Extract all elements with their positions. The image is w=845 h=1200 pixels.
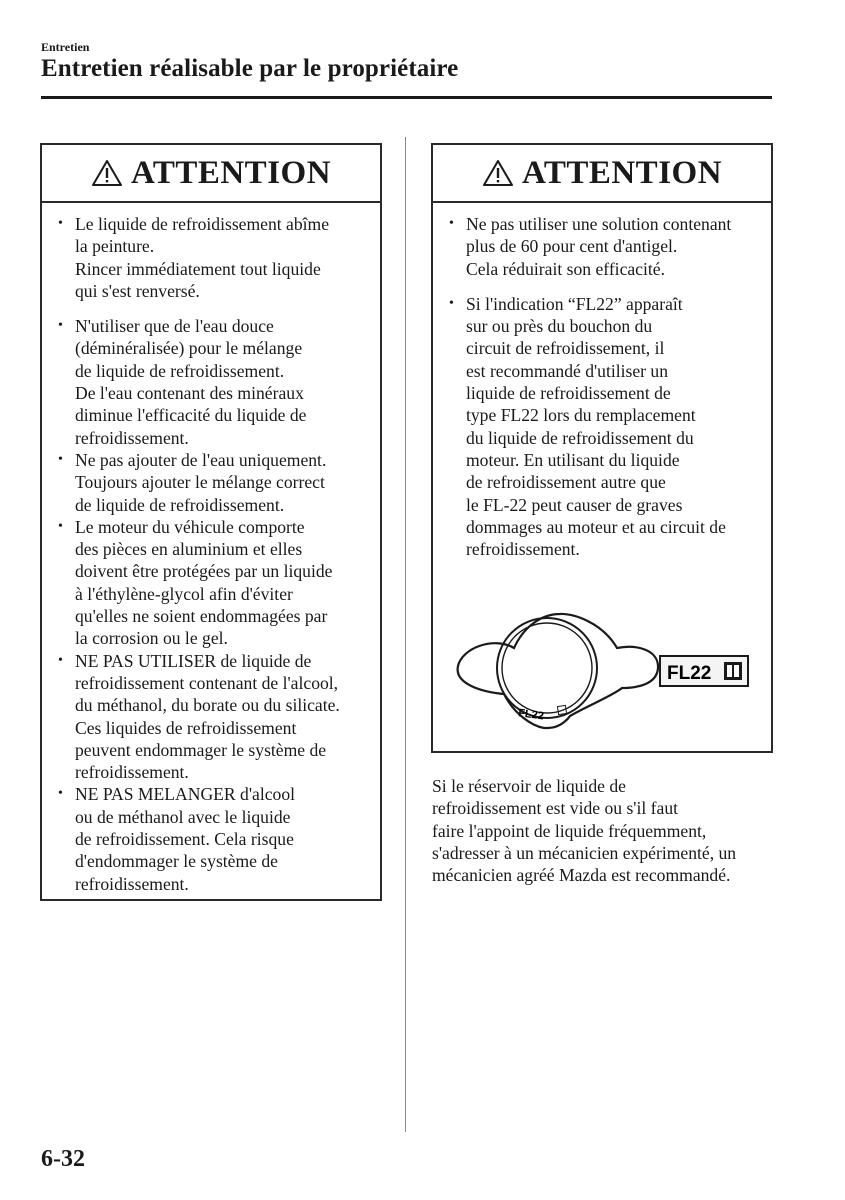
warning-title: ATTENTION [130,154,332,191]
text-line: plus de 60 pour cent d'antigel. [466,236,678,257]
text-line: refroidissement. [466,539,580,560]
warning-list [42,203,380,895]
warning-header [42,145,380,203]
text-line: refroidissement contenant de l'alcool, [75,672,339,693]
warning-item [433,293,771,561]
text-line: diminue l'efficacité du liquide de [75,405,307,426]
text-line: moteur. En utilisant du liquide [466,449,680,470]
text-line: du liquide de refroidissement du [466,427,694,448]
text-line: qui s'est renversé. [75,280,200,301]
text-line: • N'utiliser que de l'eau douce [75,316,274,337]
warning-item [433,213,771,280]
text-line: Cela réduirait son efficacité. [466,258,665,279]
cap-inner-ring [502,623,592,713]
warning-item [42,315,380,449]
warning-item [42,213,380,302]
text-line: le FL-22 peut causer de graves [466,494,683,515]
text-line: • Le moteur du véhicule comporte [75,516,305,537]
text-line: Ces liquides de refroidissement [75,717,297,738]
text-line: sur ou près du bouchon du [466,316,653,337]
text-line: • Ne pas ajouter de l'eau uniquement. [75,449,327,470]
radiator-cap-illustration [452,608,752,733]
text-line: est recommandé d'utiliser un [466,360,669,381]
book-icon [724,662,742,680]
text-line: Toujours ajouter le mélange correct [75,472,325,493]
cap-outer-ring [497,618,597,718]
warning-list [433,203,771,560]
text-line: mécanicien agréé Mazda est recommandé. [432,865,731,886]
badge-label: FL22 [667,663,712,684]
title-rule [41,96,772,99]
warning-item [42,516,380,650]
text-line: Si le réservoir de liquide de [432,776,626,796]
warning-triangle-icon [91,159,123,187]
text-line: à l'éthylène-glycol afin d'éviter [75,583,293,604]
text-line: • Ne pas utiliser une solution contenant [466,214,732,234]
text-line: qu'elles ne soient endommagées par [75,606,328,627]
text-line: • NE PAS MELANGER d'alcool [75,784,295,805]
text-line: refroidissement est vide ou s'il faut [432,798,679,819]
text-line: circuit de refroidissement, il [466,338,665,359]
text-line: d'endommager le système de [75,851,278,872]
fl22-badge [660,656,748,686]
text-line: • Le liquide de refroidissement abîme [75,214,330,234]
text-line: (déminéralisée) pour le mélange [75,338,303,359]
text-line: des pièces en aluminium et elles [75,539,303,560]
text-line: refroidissement. [75,427,189,448]
page-title: Entretien réalisable par le propriétaire [41,55,459,82]
warning-title: ATTENTION [521,154,723,191]
text-line: du méthanol, du borate ou du silicate. [75,695,340,716]
warning-triangle-icon [482,159,514,187]
warning-item [42,449,380,516]
text-line: refroidissement. [75,873,189,894]
column-divider [405,137,406,1132]
warning-item [42,650,380,784]
text-line: type FL22 lors du remplacement [466,405,696,426]
text-line: peuvent endommager le système de [75,739,327,760]
text-line: la peinture. [75,236,155,257]
text-line: de liquide de refroidissement. [75,494,285,515]
text-line: la corrosion ou le gel. [75,628,228,649]
text-line: faire l'appoint de liquide fréquemment, [432,820,707,841]
info-paragraph [432,775,777,886]
section-label: Entretien [41,40,90,54]
text-line: liquide de refroidissement de [466,383,671,404]
text-line: • Si l'indication “FL22” apparaît [466,293,683,314]
text-line: s'adresser à un mécanicien expérimenté, un [432,842,737,863]
cap-label: FL22 [517,707,545,723]
text-line: refroidissement. [75,762,189,783]
text-line: de liquide de refroidissement. [75,360,285,381]
warning-box-left [40,143,382,901]
text-line: ou de méthanol avec le liquide [75,806,291,827]
text-line: dommages au moteur et au circuit de [466,516,726,537]
text-line: doivent être protégées par un liquide [75,561,333,582]
page-number: 6-32 [41,1146,85,1172]
warning-header [433,145,771,203]
text-line: de refroidissement. Cela risque [75,829,294,850]
warning-item [42,783,380,894]
text-line: De l'eau contenant des minéraux [75,383,304,404]
text-line: de refroidissement autre que [466,472,666,493]
text-line: Rincer immédiatement tout liquide [75,258,321,279]
text-line: • NE PAS UTILISER de liquide de [75,650,312,671]
